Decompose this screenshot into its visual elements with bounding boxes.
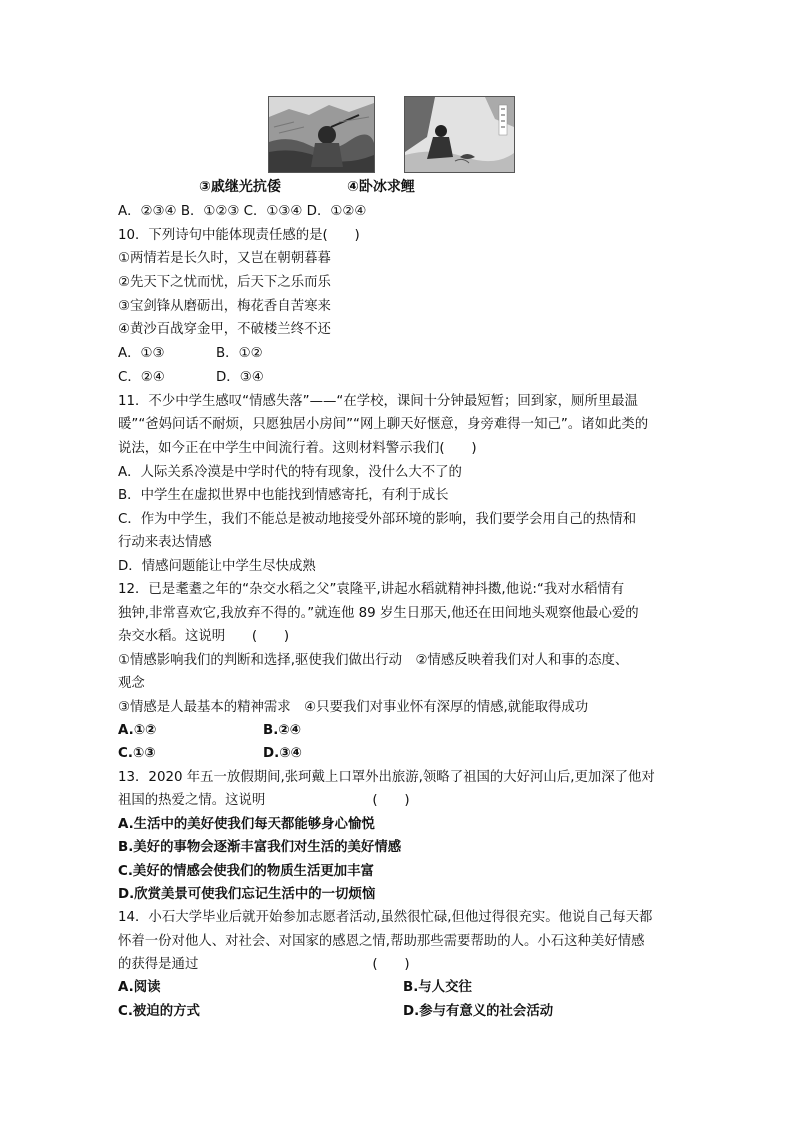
q12-options-row-1: [118, 721, 301, 741]
q12-option-a: A.①②: [118, 723, 157, 738]
q12-items-1-2-line-1: ①情感影响我们的判断和选择,驱使我们做出行动 ②情感反映着我们对人和事的态度、: [118, 653, 629, 668]
q14-option-c: C.被迫的方式: [118, 1004, 200, 1019]
q11-stem-line-2: 暖”“爸妈问话不耐烦，只愿独居小房间”“网上聊天好惬意，身旁难得一知己”。诸如此类的: [118, 417, 649, 432]
q13-option-a: A.生活中的美好使我们每天都能够身心愉悦: [118, 817, 375, 832]
q14-option-d: D.参与有意义的社会活动: [403, 1004, 554, 1019]
q10-item-1: ①两情若是长久时，又岂在朝朝暮暮: [118, 251, 331, 266]
figure-3-caption: ③戚继光抗倭: [199, 179, 281, 195]
figure-4-caption: ④卧冰求鲤: [347, 179, 415, 195]
q12-option-d: D.③④: [263, 746, 302, 761]
q13-option-b: B.美好的事物会逐渐丰富我们对生活的美好情感: [118, 840, 402, 855]
q11-option-c-line-2: 行动来表达情感: [118, 535, 212, 550]
q11-option-d: D．情感问题能让中学生尽快成熟: [118, 559, 316, 574]
q10-stem: 10．下列诗句中能体现责任感的是( ): [118, 228, 360, 243]
qi-jiguang-illustration: [269, 97, 374, 172]
q10-item-4: ④黄沙百战穿金甲，不破楼兰终不还: [118, 322, 331, 337]
q13-option-d: D.欣赏美景可使我们忘记生活中的一切烦恼: [118, 887, 376, 902]
q9-options: A．②③④ B．①②③ C．①③④ D．①②④: [118, 204, 367, 219]
q14-stem-line-2: 怀着一份对他人、对社会、对国家的感恩之情,帮助那些需要帮助的人。小石这种美好情感: [118, 934, 645, 949]
q10-option-d: D．③④: [216, 370, 264, 385]
wo-bing-qiu-li-illustration: [405, 97, 514, 172]
q12-option-c: C.①③: [118, 746, 156, 761]
figure-qi-jiguang: [268, 96, 375, 173]
q10-options-row-1: [118, 344, 263, 364]
q10-item-2: ②先天下之忧而忧，后天下之乐而乐: [118, 275, 331, 290]
q11-stem-line-3: 说法，如今正在中学生中间流行着。这则材料警示我们( ): [118, 441, 477, 456]
q12-option-b: B.②④: [263, 723, 301, 738]
q12-stem-line-3: 杂交水稻。这说明 ( ): [118, 629, 290, 644]
q12-options-row-2: [118, 744, 302, 764]
q10-options-row-2: [118, 368, 264, 388]
q14-option-a: A.阅读: [118, 980, 161, 995]
q11-option-a: A．人际关系冷漠是中学时代的特有现象，没什么大不了的: [118, 465, 462, 480]
q14-stem-line-3: 的获得是通过 ( ): [118, 957, 410, 972]
q14-stem-line-1: 14．小石大学毕业后就开始参加志愿者活动,虽然很忙碌,但他过得很充实。他说自己每天都: [118, 910, 653, 925]
q12-items-1-2-line-2: 观念: [118, 676, 145, 691]
q14-options-row-2: [118, 1002, 554, 1022]
q12-items-3-4: ③情感是人最基本的精神需求 ④只要我们对事业怀有深厚的情感,就能取得成功: [118, 700, 589, 715]
q10-option-b: B．①②: [216, 346, 263, 361]
q14-option-b: B.与人交往: [403, 980, 472, 995]
q10-item-3: ③宝剑锋从磨砺出，梅花香自苦寒来: [118, 299, 331, 314]
q12-stem-line-1: 12．已是耄耋之年的“杂交水稻之父”袁隆平,讲起水稻就精神抖擞,他说:“我对水稻情有: [118, 582, 625, 597]
q13-stem-line-1: 13．2020 年五一放假期间,张珂戴上口罩外出旅游,领略了祖国的大好河山后,更加深了他对: [118, 770, 655, 785]
q14-options-row-1: [118, 978, 472, 998]
q12-stem-line-2: 独钟,非常喜欢它,我放弃不得的。”就连他 89 岁生日那天,他还在田间地头观察他最心爱的: [118, 606, 639, 621]
q10-option-a: A．①③: [118, 346, 165, 361]
q11-option-b: B．中学生在虚拟世界中也能找到情感寄托，有利于成长: [118, 488, 449, 503]
q10-option-c: C．②④: [118, 370, 165, 385]
q11-option-c-line-1: C．作为中学生，我们不能总是被动地接受外部环境的影响，我们要学会用自己的热情和: [118, 512, 637, 527]
q13-stem-line-2: 祖国的热爱之情。这说明 ( ): [118, 793, 410, 808]
q11-stem-line-1: 11．不少中学生感叹“情感失落”——“在学校，课间十分钟最短暂；回到家，厕所里最温: [118, 394, 638, 409]
q13-option-c: C.美好的情感会使我们的物质生活更加丰富: [118, 864, 374, 879]
figure-wo-bing-qiu-li: [404, 96, 515, 173]
